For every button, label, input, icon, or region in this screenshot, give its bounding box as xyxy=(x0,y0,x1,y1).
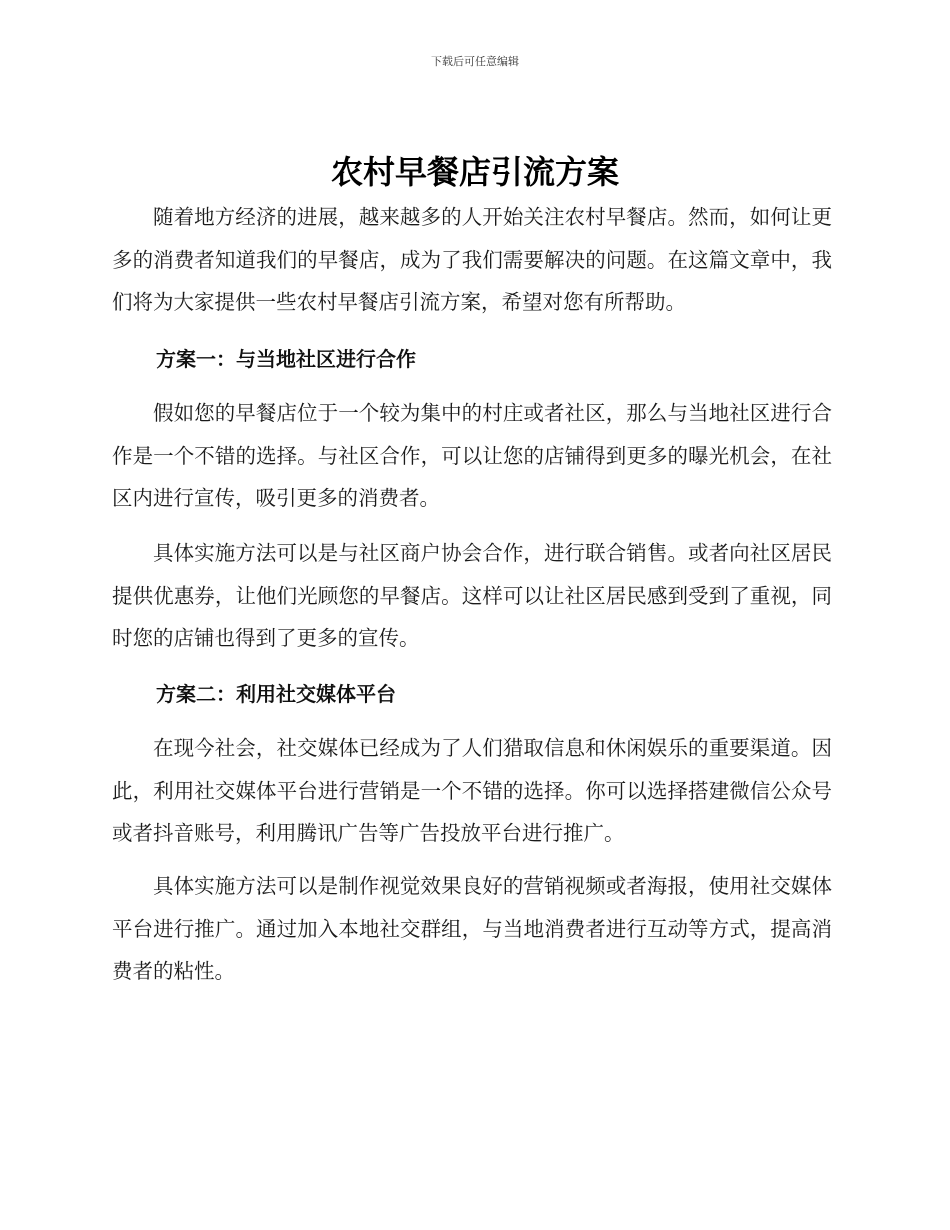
intro-paragraph: 随着地方经济的进展，越来越多的人开始关注农村早餐店。然而，如何让更多的消费者知道我们的早餐店，成为了我们需要解决的问题。在这篇文章中，我们将为大家提供一些农村早餐店引流方案，希望对您有所帮助。 xyxy=(112,205,832,314)
section-2-paragraph-2: 具体实施方法可以是制作视觉效果良好的营销视频或者海报，使用社交媒体平台进行推广。通过加入本地社交群组，与当地消费者进行互动等方式，提高消费者的粘性。 xyxy=(112,874,832,983)
page-header-note: 下载后可任意编辑 xyxy=(431,55,519,68)
section-heading-1: 方案一：与当地社区进行合作 xyxy=(156,347,416,371)
section-1-paragraph-1: 假如您的早餐店位于一个较为集中的村庄或者社区，那么与当地社区进行合作是一个不错的选择。与社区合作，可以让您的店铺得到更多的曝光机会，在社区内进行宣传，吸引更多的消费者。 xyxy=(112,401,832,510)
section-2-paragraph-1: 在现今社会，社交媒体已经成为了人们猎取信息和休闲娱乐的重要渠道。因此，利用社交媒体平台进行营销是一个不错的选择。你可以选择搭建微信公众号或者抖音账号，利用腾讯广告等广告投放平台进行推广。 xyxy=(112,736,832,845)
section-1-paragraph-2: 具体实施方法可以是与社区商户协会合作，进行联合销售。或者向社区居民提供优惠券，让他们光顾您的早餐店。这样可以让社区居民感到受到了重视，同时您的店铺也得到了更多的宣传。 xyxy=(112,541,832,650)
section-heading-2: 方案二：利用社交媒体平台 xyxy=(156,682,396,706)
document-title: 农村早餐店引流方案 xyxy=(330,153,619,191)
